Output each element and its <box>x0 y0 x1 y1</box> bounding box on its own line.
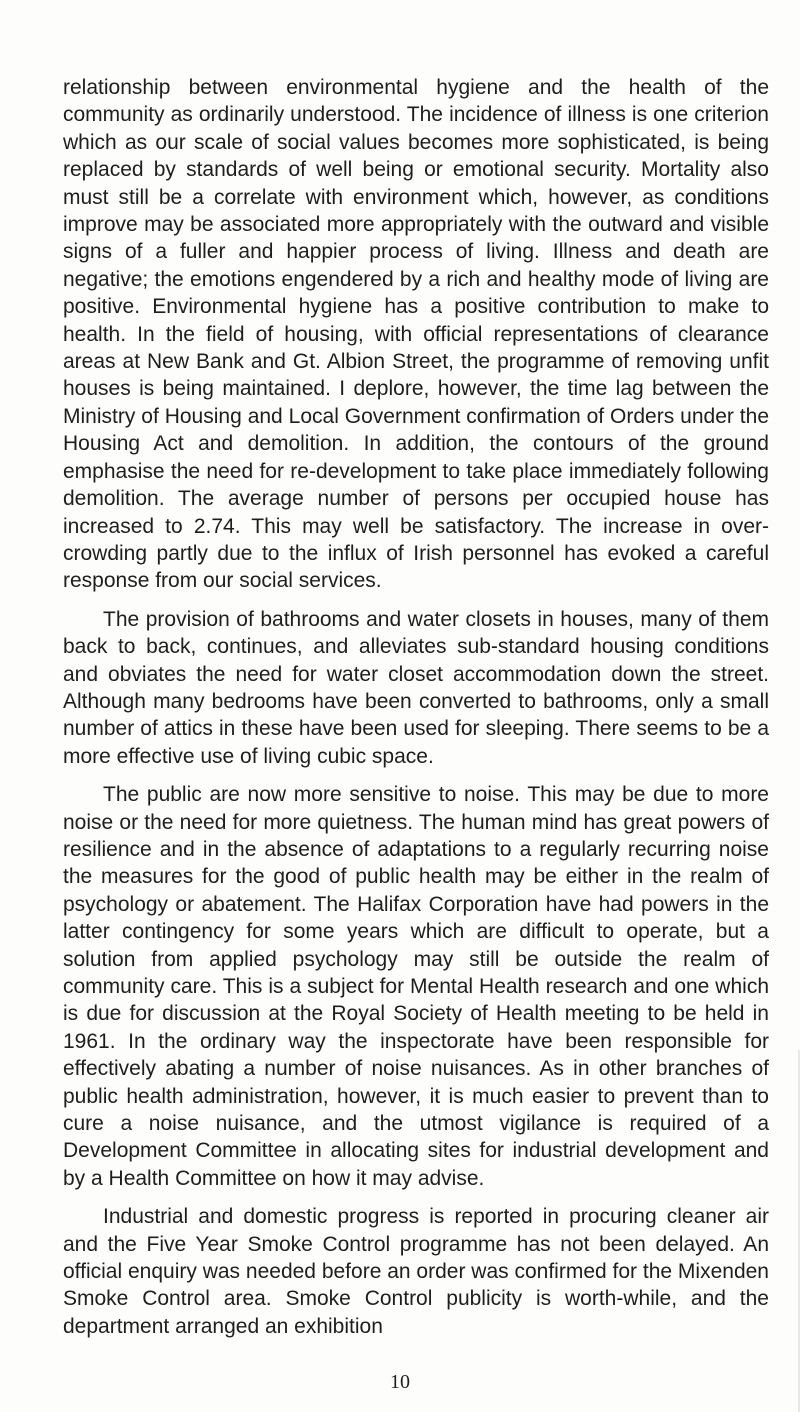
paragraph-environmental-hygiene: relationship between environmental hygiene and the health of the community as ordinarily understood. The incidence of illness is one criterion which as our scale of social values becomes more sophisticated, is being replaced by standards of well being or emotional security. Mortality also must still be a correlate with environment which, however, as conditions improve may be associated more appropriately with the outward and visible signs of a fuller and happier process of living. Illness and death are negative; the emotions engendered by a rich and healthy mode of living are positive. Environmental hygiene has a positive contribution to make to health. In the field of housing, with official representations of clearance areas at New Bank and Gt. Albion Street, the programme of removing unfit houses is being maintained. I deplore, however, the time lag between the Ministry of Housing and Local Government confirmation of Orders under the Housing Act and demolition. In addition, the contours of the ground emphasise the need for re-development to take place immediately following demolition. The average number of persons per occupied house has increased to 2.74. This may well be satisfactory. The increase in over-crowding partly due to the influx of Irish personnel has evoked a careful response from our social services. <box>63 76 769 593</box>
paragraph-noise: The public are now more sensitive to noise. This may be due to more noise or the need for more quietness. The human mind has great powers of resilience and in the absence of adaptations to a regularly recurring noise the measures for the good of public health may be either in the realm of psychology or abatement. The Halifax Corporation have had powers in the latter contingency for some years which are difficult to operate, but a solution from applied psychology may still be outside the realm of community care. This is a subject for Mental Health research and one which is due for discussion at the Royal Society of Health meeting to be held in 1961. In the ordinary way the inspectorate have been responsible for effectively abating a number of noise nuisances. As in other branches of public health administration, however, it is much easier to prevent than to cure a noise nuisance, and the utmost vigilance is required of a Development Committee in allocating sites for industrial development and by a Health Committee on how it may advise. <box>63 783 769 1190</box>
paragraph-smoke-control: Industrial and domestic progress is reported in procuring cleaner air and the Five Year Smoke Control programme has not been delayed. An official enquiry was needed before an order was confirmed for the Mixenden Smoke Control area. Smoke Control publicity is worth-while, and the department arranged an exhibition <box>63 1205 769 1338</box>
page-number: 10 <box>390 1371 410 1393</box>
paragraph-bathrooms: The provision of bathrooms and water closets in houses, many of them back to back, continues, and alleviates sub-standard housing conditions and obviates the need for water closet accommodation down the street. Although many bedrooms have been converted to bathrooms, only a small number of attics in these have been used for sleeping. There seems to be a more effective use of living cubic space. <box>63 607 769 768</box>
body-text <box>63 74 769 1351</box>
